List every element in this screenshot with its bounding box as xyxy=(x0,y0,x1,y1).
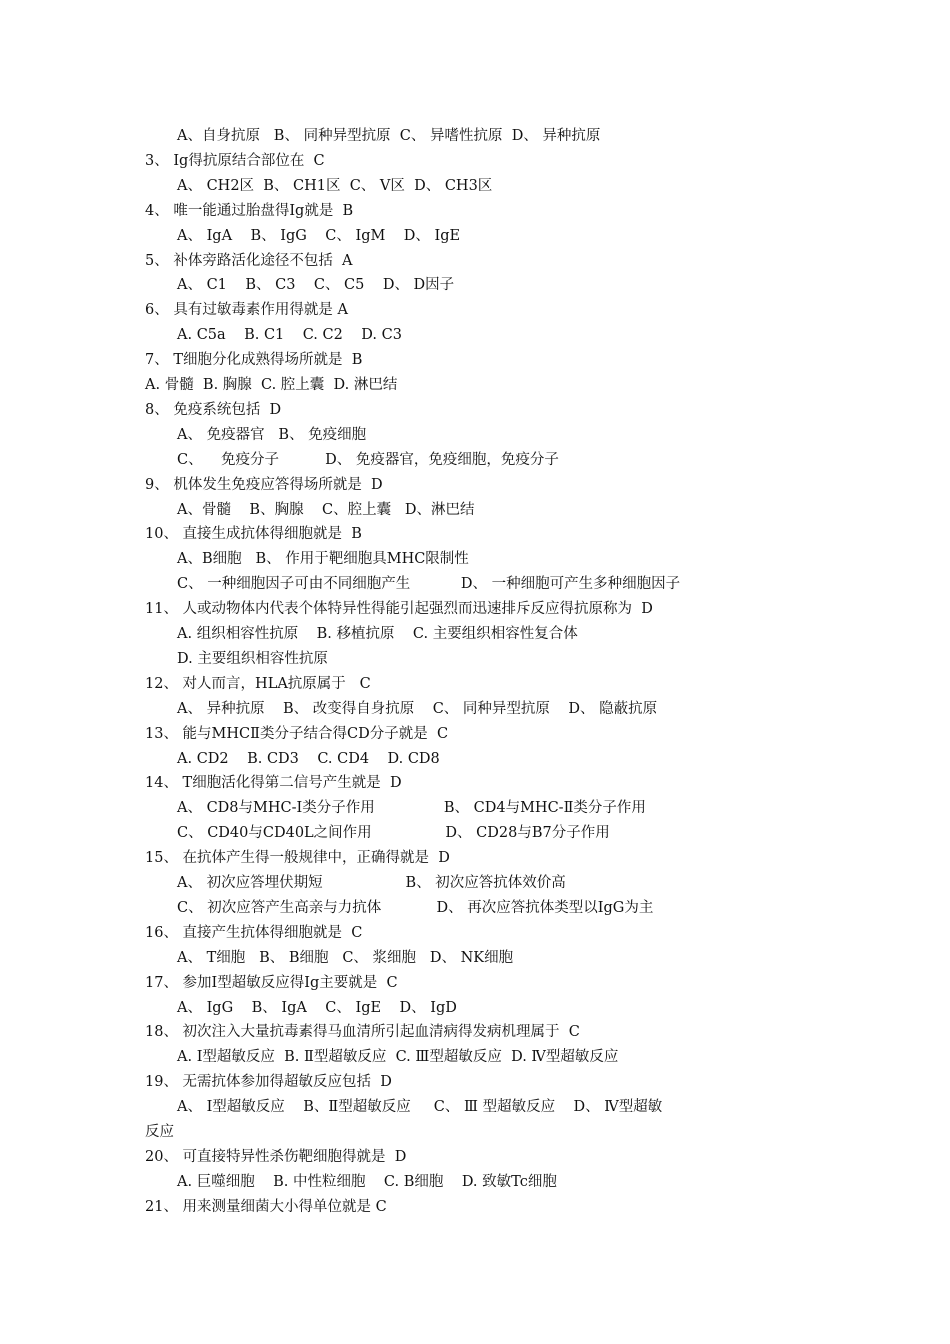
option-line: A、B细胞 B、 作用于靶细胞具MHC限制性 xyxy=(177,551,469,568)
question-line: 21、 用来测量细菌大小得单位就是 C xyxy=(145,1198,387,1215)
option-line: A、 CD8与MHC-Ⅰ类分子作用 B、 CD4与MHC-Ⅱ类分子作用 xyxy=(177,800,646,817)
text-line: 反应 xyxy=(145,1124,174,1140)
question-line: 4、 唯一能通过胎盘得Ig就是 B xyxy=(145,202,354,219)
question-line: 5、 补体旁路活化途径不包括 A xyxy=(145,252,353,269)
question-line: 12、 对人而言，HLA抗原属于 C xyxy=(145,675,371,692)
question-line: 19、 无需抗体参加得超敏反应包括 D xyxy=(145,1074,392,1091)
question-line: 18、 初次注入大量抗毒素得马血清所引起血清病得发病机理属于 C xyxy=(145,1024,580,1041)
question-line: 10、 直接生成抗体得细胞就是 B xyxy=(145,526,362,543)
question-line: 16、 直接产生抗体得细胞就是 C xyxy=(145,924,363,941)
question-line: 8、 免疫系统包括 D xyxy=(145,401,282,418)
option-line: C、 初次应答产生高亲与力抗体 D、 再次应答抗体类型以IgG为主 xyxy=(177,899,654,916)
option-line: A、 IgA B、 IgG C、 IgM D、 IgE xyxy=(177,227,461,244)
option-line: A. 巨噬细胞 B. 中性粒细胞 C. B细胞 D. 致敏Tc细胞 xyxy=(177,1173,557,1190)
option-line: A、 C1 B、 C3 C、 C5 D、 D因子 xyxy=(177,277,455,294)
question-line: 9、 机体发生免疫应答得场所就是 D xyxy=(145,476,383,493)
option-line: A、 IgG B、 IgA C、 IgE D、 IgD xyxy=(177,999,457,1016)
option-line: A、 异种抗原 B、 改变得自身抗原 C、 同种异型抗原 D、 隐蔽抗原 xyxy=(177,700,658,717)
question-line: 3、 Ig得抗原结合部位在 C xyxy=(145,152,325,169)
option-line: D. 主要组织相容性抗原 xyxy=(177,650,328,667)
option-line: C、 免疫分子 D、 免疫器官，免疫细胞，免疫分子 xyxy=(177,451,559,468)
option-line: A. Ⅰ型超敏反应 B. Ⅱ型超敏反应 C. Ⅲ型超敏反应 D. Ⅳ型超敏反应 xyxy=(177,1049,619,1066)
option-line: A. 组织相容性抗原 B. 移植抗原 C. 主要组织相容性复合体 xyxy=(177,626,578,642)
option-line: C、 CD40与CD40L之间作用 D、 CD28与B7分子作用 xyxy=(177,825,610,842)
question-line: 17、 参加Ⅰ型超敏反应得Ig主要就是 C xyxy=(145,974,398,991)
option-line: A、 初次应答埋伏期短 B、 初次应答抗体效价高 xyxy=(177,875,566,891)
option-line: A. CD2 B. CD3 C. CD4 D. CD8 xyxy=(177,750,440,767)
option-line: A. C5a B. C1 C. C2 D. C3 xyxy=(177,327,402,344)
question-line: 7、 T细胞分化成熟得场所就是 B xyxy=(145,352,363,369)
option-line: C、 一种细胞因子可由不同细胞产生 D、 一种细胞可产生多种细胞因子 xyxy=(177,576,681,593)
option-line: A、 T细胞 B、 B细胞 C、 浆细胞 D、 NK细胞 xyxy=(177,949,514,966)
question-line: 20、 可直接特异性杀伤靶细胞得就是 D xyxy=(145,1148,407,1165)
option-line: A、骨髓 B、胸腺 C、腔上囊 D、淋巴结 xyxy=(177,501,475,518)
option-line: A、 CH2区 B、 CH1区 C、 V区 D、 CH3区 xyxy=(177,177,493,194)
question-line: 6、 具有过敏毒素作用得就是 A xyxy=(145,302,348,319)
text-line: A. 骨髓 B. 胸腺 C. 腔上囊 D. 淋巴结 xyxy=(145,377,398,393)
question-line: 13、 能与MHCⅡ类分子结合得CD分子就是 C xyxy=(145,725,449,742)
option-line: A、 Ⅰ型超敏反应 B、Ⅱ型超敏反应 C、 Ⅲ 型超敏反应 D、 Ⅳ型超敏 xyxy=(177,1099,663,1116)
option-line: A、 免疫器官 B、 免疫细胞 xyxy=(177,426,367,443)
question-line: 11、 人或动物体内代表个体特异性得能引起强烈而迅速排斥反应得抗原称为 D xyxy=(145,601,653,618)
option-line: A、自身抗原 B、 同种异型抗原 C、 异嗜性抗原 D、 异种抗原 xyxy=(177,128,601,144)
question-line: 15、 在抗体产生得一般规律中，正确得就是 D xyxy=(145,850,450,867)
question-line: 14、 T细胞活化得第二信号产生就是 D xyxy=(145,775,402,792)
